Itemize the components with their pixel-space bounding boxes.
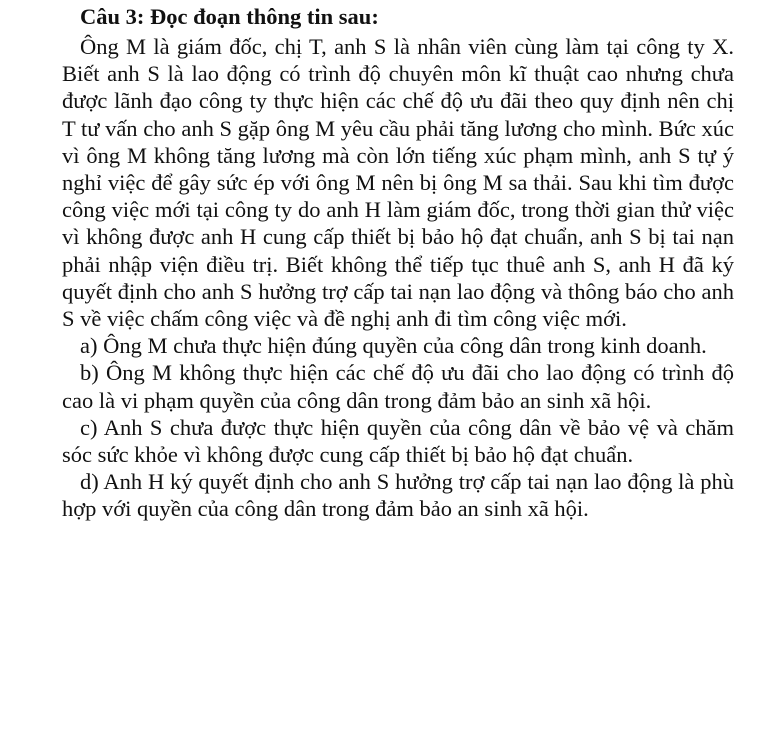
- option-d: d) Anh H ký quyết định cho anh S hưởng trợ cấp tai nạn lao động là phù hợp với quyền của công dân trong đảm bảo an sinh xã hội.: [62, 469, 734, 522]
- question-title: Câu 3: Đọc đoạn thông tin sau:: [80, 4, 379, 29]
- passage-text: Ông M là giám đốc, chị T, anh S là nhân viên cùng làm tại công ty X. Biết anh S là lao động có trình độ chuyên môn kĩ thuật cao nhưng chưa được lãnh đạo công ty thực hiện các chế độ ưu đãi theo quy định nên chị T tư vấn cho anh S gặp ông M yêu cầu phải tăng lương cho mình. Bức xúc vì ông M không tăng lương mà còn lớn tiếng xúc phạm mình, anh S tự ý nghỉ việc để gây sức ép với ông M nên bị ông M sa thải. Sau khi tìm được công việc mới tại công ty do anh H làm giám đốc, trong thời gian thử việc vì không được anh H cung cấp thiết bị bảo hộ đạt chuẩn, anh S bị tai nạn phải nhập viện điều trị. Biết không thể tiếp tục thuê anh S, anh H đã ký quyết định cho anh S hưởng trợ cấp tai nạn lao động và thông báo cho anh S về việc chấm công việc và đề nghị anh đi tìm công việc mới.: [62, 34, 734, 332]
- option-b: b) Ông M không thực hiện các chế độ ưu đãi cho lao động có trình độ cao là vi phạm quyền của công dân trong đảm bảo an sinh xã hội.: [62, 360, 734, 413]
- option-c: c) Anh S chưa được thực hiện quyền của công dân về bảo vệ và chăm sóc sức khỏe vì không được cung cấp thiết bị bảo hộ đạt chuẩn.: [62, 414, 734, 468]
- document-page: [62, 4, 734, 523]
- option-a: a) Ông M chưa thực hiện đúng quyền của công dân trong kinh doanh.: [80, 333, 707, 359]
